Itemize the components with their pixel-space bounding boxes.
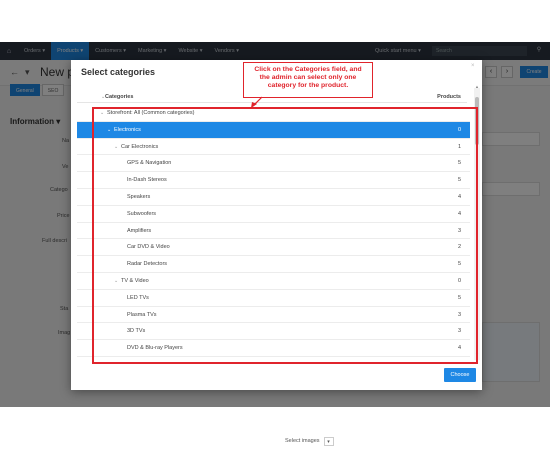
modal-title: Select categories [81, 67, 156, 77]
category-label: In-Dash Stereos [127, 177, 167, 184]
select-images-control[interactable]: Select images ▾ [285, 435, 345, 447]
choose-button[interactable]: Choose [444, 368, 476, 382]
chevron-down-icon[interactable]: ⌄ [107, 126, 112, 133]
category-label: Subwoofers [127, 210, 157, 217]
scroll-down-icon[interactable]: ▼ [475, 352, 479, 357]
category-product-count: 4 [457, 345, 461, 352]
scroll-up-icon[interactable]: ▲ [475, 84, 479, 89]
category-product-count: 3 [457, 227, 461, 234]
category-label: Amplifiers [127, 227, 152, 234]
category-label: GPS & Navigation [127, 160, 172, 167]
category-product-count: 4 [457, 210, 461, 217]
chevron-down-icon[interactable]: ⌄ [101, 94, 106, 100]
annotation-line-3: category for the product. [267, 82, 349, 89]
category-label: Plasma TVs [127, 311, 157, 318]
category-product-count: 5 [457, 177, 461, 184]
chevron-down-icon[interactable]: ⌄ [114, 143, 119, 150]
category-label: TV & Video [121, 278, 149, 284]
annotation-line-1: Click on the Categories field, and [254, 66, 362, 73]
category-label: DVD & Blu-ray Players [127, 345, 183, 352]
annotation-line-2: the admin can select only one [259, 74, 357, 81]
category-product-count: 5 [457, 160, 461, 167]
chevron-down-icon[interactable]: ⌄ [100, 110, 105, 116]
chevron-down-icon[interactable]: ▾ [324, 437, 334, 446]
category-label: Speakers [127, 194, 151, 200]
category-label: LED TVs [127, 294, 149, 301]
category-product-count: 1 [457, 143, 461, 150]
category-product-count: 0 [457, 278, 461, 284]
column-header-products: Products [437, 94, 461, 100]
category-product-count: 2 [457, 244, 461, 251]
category-label: 3D TVs [127, 328, 146, 335]
category-label: Radar Detectors [127, 261, 168, 268]
category-label: Car Electronics [121, 143, 159, 150]
category-product-count: 3 [457, 311, 461, 318]
category-product-count: 5 [457, 294, 461, 301]
category-label: Storefront: All (Common categories) [107, 110, 195, 116]
annotation-highlight-box [92, 107, 478, 364]
category-product-count: 5 [457, 261, 461, 268]
category-label: Electronics [114, 126, 141, 133]
category-product-count: 0 [457, 126, 461, 133]
category-product-count: 3 [457, 328, 461, 335]
category-label: Car DVD & Video [127, 244, 170, 251]
annotation-callout [243, 62, 373, 98]
category-product-count: 4 [457, 194, 461, 200]
close-icon[interactable]: × [471, 63, 475, 69]
chevron-down-icon[interactable]: ⌄ [114, 278, 119, 284]
column-header-categories: Categories [105, 94, 134, 100]
